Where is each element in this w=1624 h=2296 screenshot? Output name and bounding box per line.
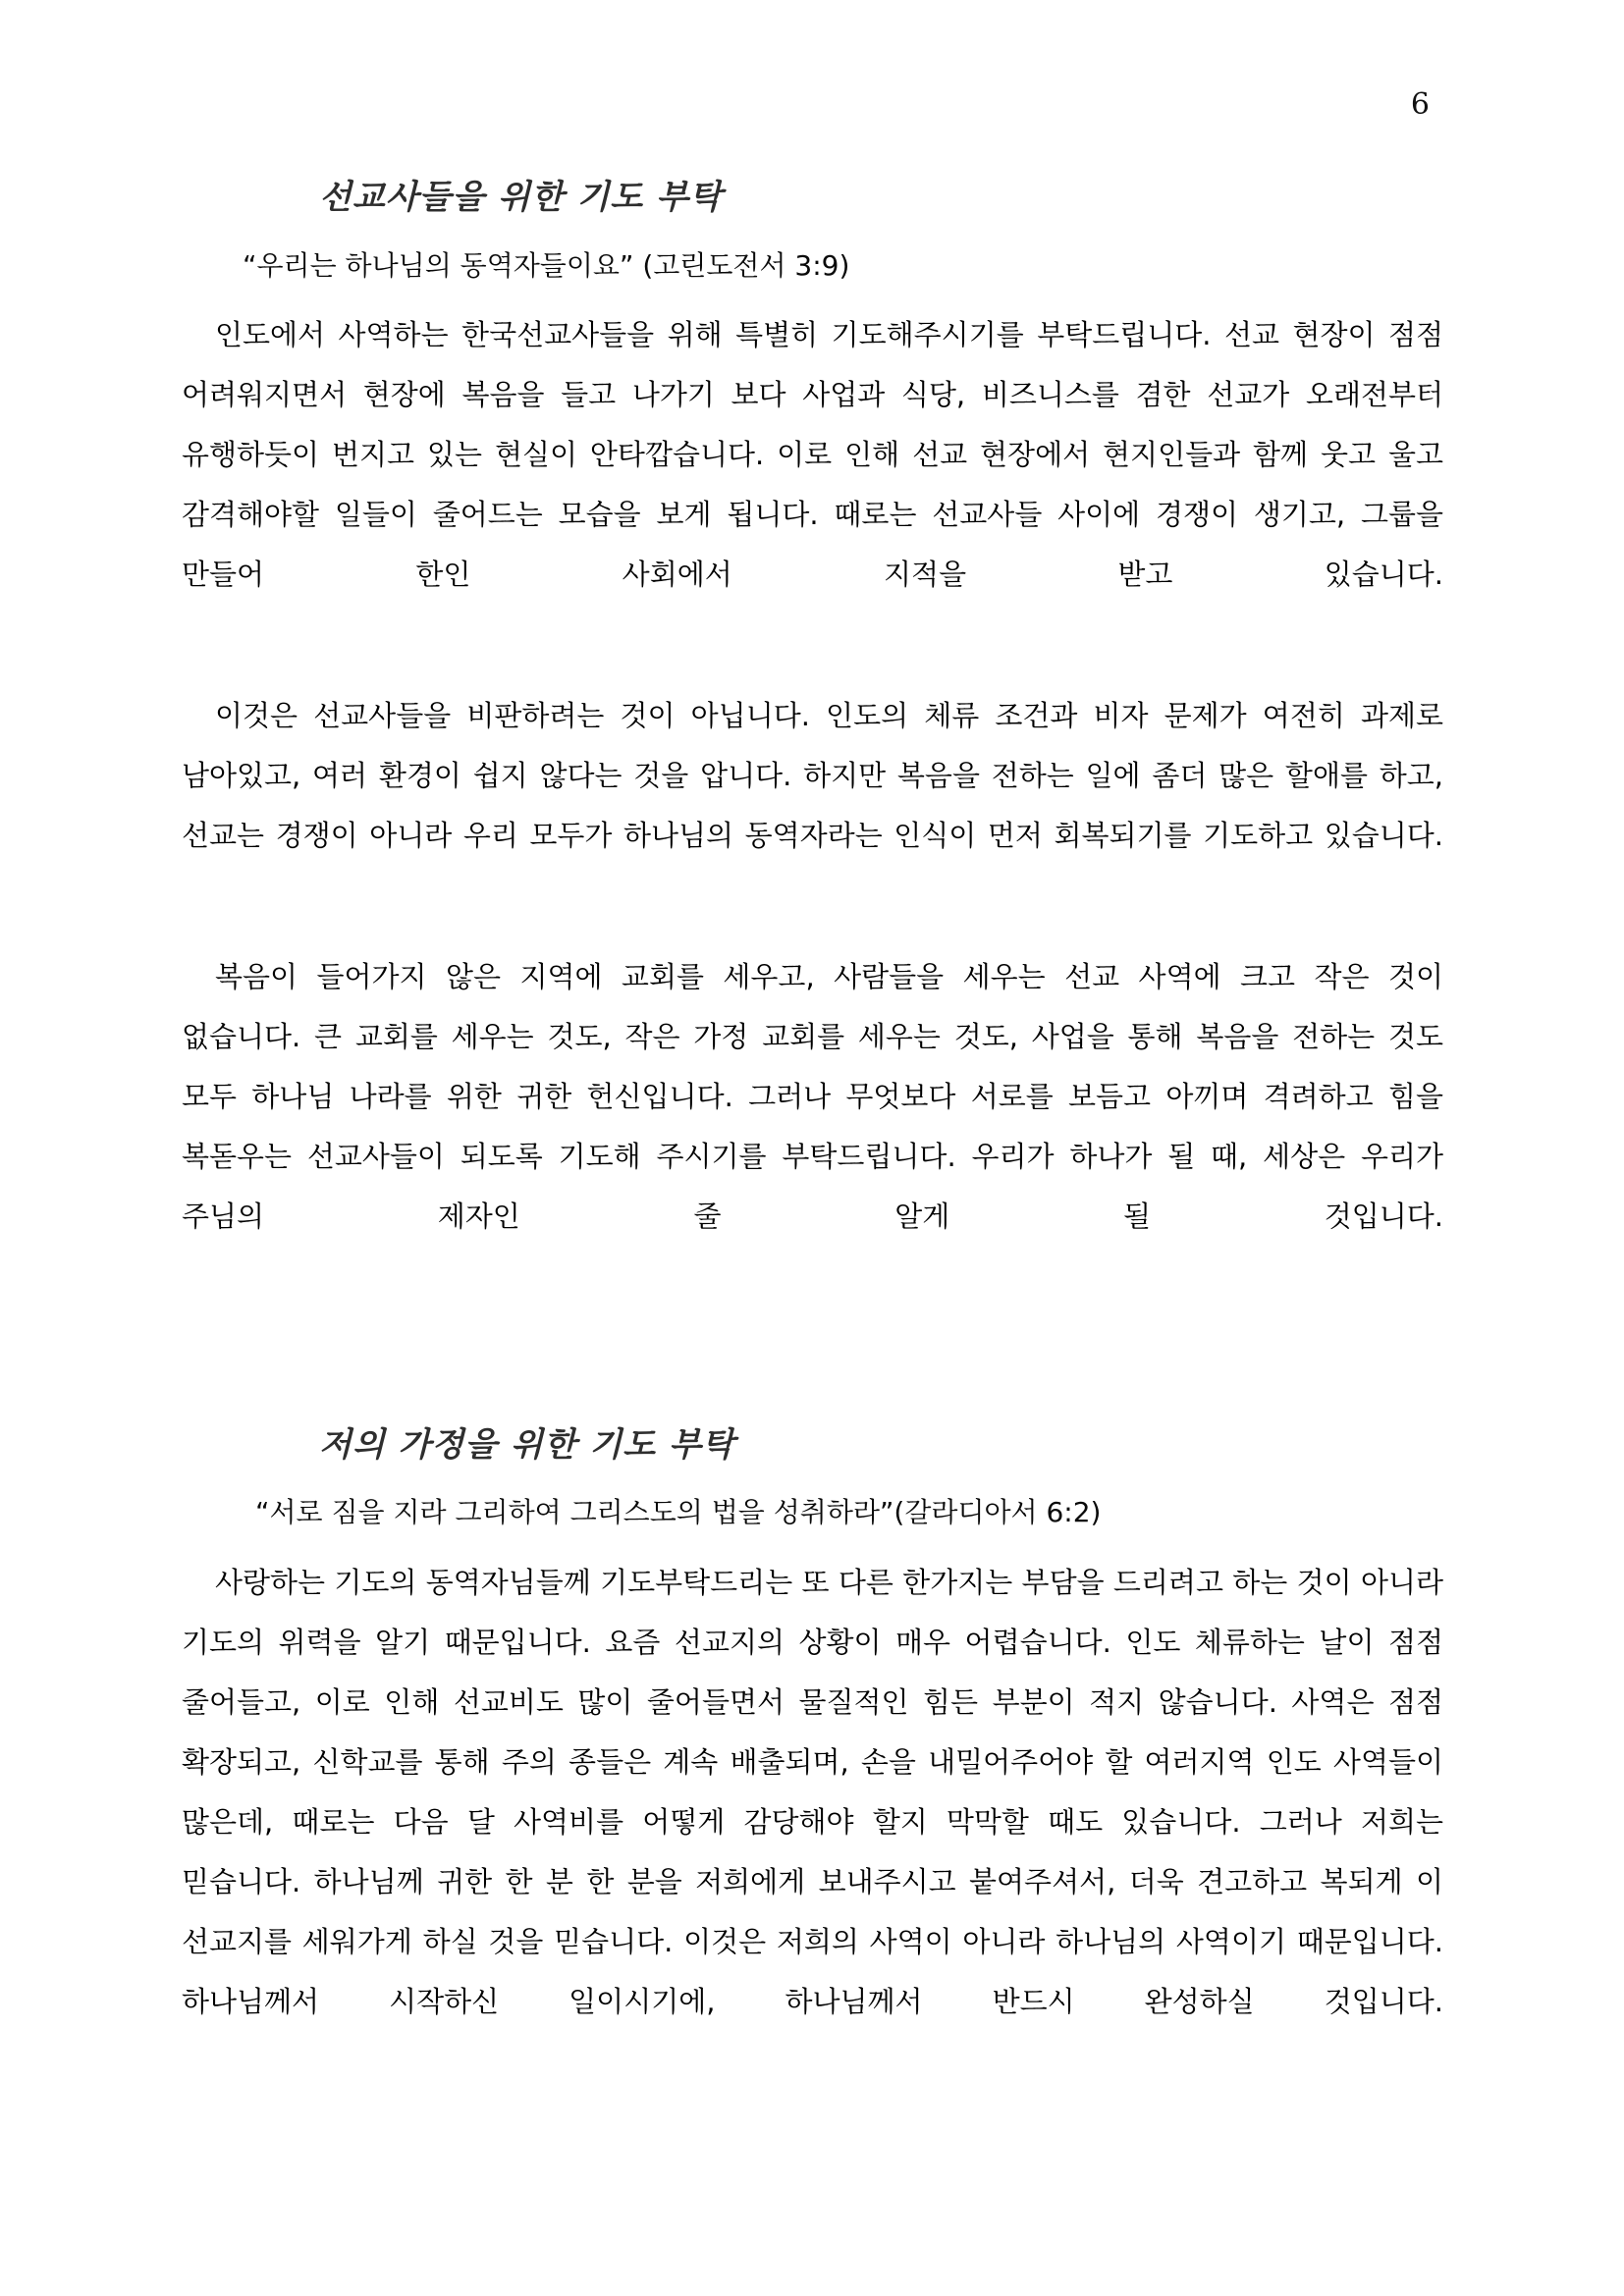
scripture-quote-1: “우리는 하나님의 동역자들이요” (고린도전서 3:9): [243, 248, 850, 282]
spacer: [182, 1466, 1443, 1495]
paragraph: 이것은 선교사들을 비판하려는 것이 아닙니다. 인도의 체류 조건과 비자 문제가 여전히 과제로 남아있고, 여러 환경이 쉽지 않다는 것을 압니다. 하지만 복음을 전하는 일에 좀더 많은 할애를 하고, 선교는 경쟁이 아니라 우리 모두가 하나님의 동역자라는 인식이 먼저 회복되기를 기도하고 있습니다.: [182, 698, 1443, 852]
page-content: [182, 177, 1443, 2092]
spacer: [182, 665, 1443, 686]
spacer: [182, 284, 1443, 305]
page-number: 6: [1410, 87, 1430, 122]
spacer: [182, 219, 1443, 248]
section-heading-missionaries: 선교사들을 위한 기도 부탁: [319, 178, 723, 217]
spacer: [182, 1531, 1443, 1553]
paragraph: 사랑하는 기도의 동역자님들께 기도부탁드리는 또 다른 한가지는 부담을 드리려고 하는 것이 아니라 기도의 위력을 알기 때문입니다. 요즘 선교지의 상황이 매우 어렵습니다. 인도 체류하는 날이 점점 줄어들고, 이로 인해 선교비도 많이 줄어들면서 물질적인 힘든 부분이 적지 않습니다. 사역은 점점 확장되고, 신학교를 통해 주의 종들은 계속 배출되며, 손을 내밀어주어야 할 여러지역 인도 사역들이 많은데, 때로는 다음 달 사역비를 어떻게 감당해야 할지 막막할 때도 있습니다. 그러나 저희는 믿습니다. 하나님께 귀한 한 분 한 분을 저희에게 보내주시고 붙여주셔서, 더욱 견고하고 복되게 이 선교지를 세워가게 하실 것을 믿습니다. 이것은 저희의 사역이 아니라 하나님의 사역이기 때문입니다. 하나님께서 시작하신 일이시기에, 하나님께서 반드시 완성하실 것입니다.: [182, 1565, 1443, 2018]
section-heading-family: 저의 가정을 위한 기도 부탁: [319, 1424, 735, 1465]
section-spacer: [182, 1307, 1443, 1424]
spacer: [182, 926, 1443, 947]
scripture-quote-2: “서로 짐을 지라 그리하여 그리스도의 법을 성취하라”(갈라디아서 6:2): [255, 1496, 1102, 1529]
paragraph: 복음이 들어가지 않은 지역에 교회를 세우고, 사람들을 세우는 선교 사역에 크고 작은 것이 없습니다. 큰 교회를 세우는 것도, 작은 가정 교회를 세우는 것도, 사업을 통해 복음을 전하는 것도 모두 하나님 나라를 위한 귀한 헌신입니다. 그러나 무엇보다 서로를 보듬고 아끼며 격려하고 힘을 복돋우는 선교사들이 되도록 기도해 주시기를 부탁드립니다. 우리가 하나가 될 때, 세상은 우리가 주님의 제자인 줄 알게 될 것입니다.: [182, 959, 1443, 1233]
paragraph: 인도에서 사역하는 한국선교사들을 위해 특별히 기도해주시기를 부탁드립니다. 선교 현장이 점점 어려워지면서 현장에 복음을 들고 나가기 보다 사업과 식당, 비즈니스를 겸한 선교가 오래전부터 유행하듯이 번지고 있는 현실이 안타깝습니다. 이로 인해 선교 현장에서 현지인들과 함께 웃고 울고 감격해야할 일들이 줄어드는 모습을 보게 됩니다. 때로는 선교사들 사이에 경쟁이 생기고, 그룹을 만들어 한인 사회에서 지적을 받고 있습니다.: [182, 317, 1443, 591]
